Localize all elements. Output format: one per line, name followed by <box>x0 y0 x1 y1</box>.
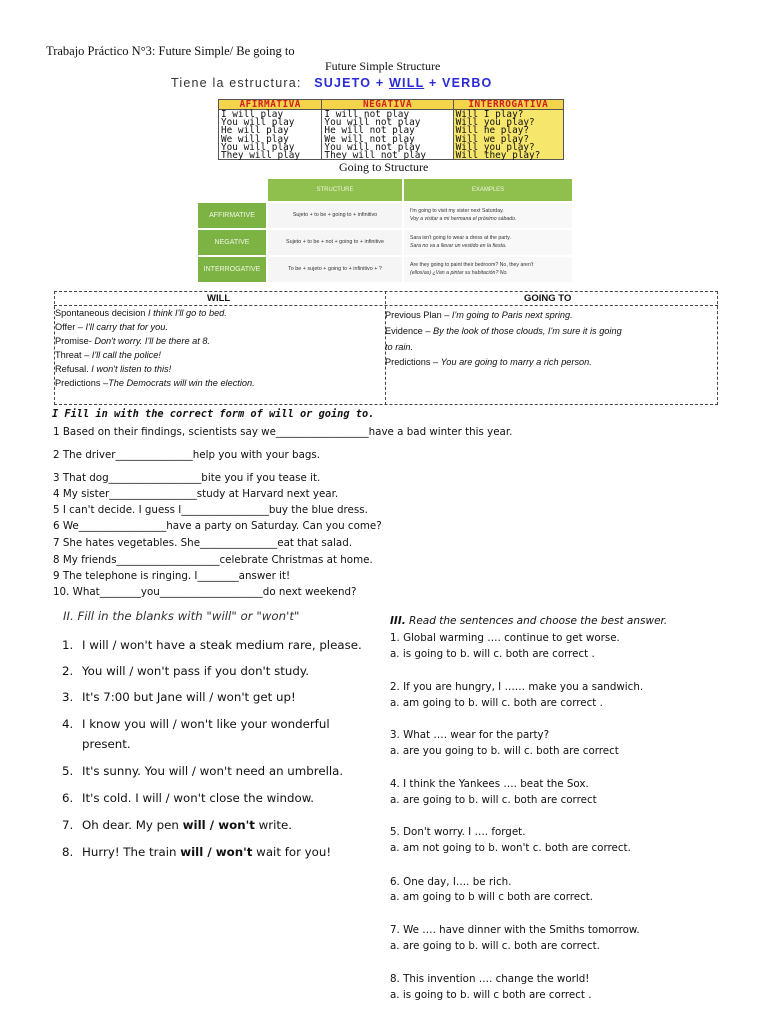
going-structure-header: STRUCTURE <box>268 179 402 201</box>
going-item: Evidence – By the look of those clouds, I'm sure it is going <box>385 326 622 336</box>
header-interrogativa: INTERROGATIVA <box>453 100 563 110</box>
exercise2-item: 5. It's sunny. You will / won't need an umbrella. <box>62 764 344 778</box>
formula-part: SUJETO + WILL + VERBO <box>314 76 493 90</box>
exercise2-item: 3. It's 7:00 but Jane will / won't get up! <box>62 690 296 704</box>
exercise1-item: 5 I can't decide. I guess I_________________buy the blue dress. <box>53 504 368 516</box>
exercise1-title: I Fill in with the correct form of will or going to. <box>52 408 375 420</box>
exercise2-item: 7. Oh dear. My pen will / won't write. <box>62 818 293 832</box>
future-simple-table <box>218 99 564 160</box>
tiene-label: Tiene la estructura: <box>171 76 302 90</box>
will-item: Spontaneous decision I think I'll go to bed. <box>55 308 227 318</box>
exercise1-item: 7 She hates vegetables. She_______________eat that salad. <box>53 537 353 549</box>
exercise2-item: 1. I will / won't have a steak medium rare, please. <box>62 638 362 652</box>
exercise2-item: 8. Hurry! The train will / won't wait for you! <box>62 845 332 859</box>
header-afirmativa: AFIRMATIVA <box>219 100 322 110</box>
exercise2-item: present. <box>82 737 131 751</box>
header-negativa: NEGATIVA <box>322 100 453 110</box>
will-item: Promise- Don't worry. I'll be there at 8. <box>55 336 210 346</box>
exercise2-item: 4. I know you will / won't like your wonderful <box>62 717 330 731</box>
exercise1-item: 8 My friends____________________celebrate Christmas at home. <box>53 554 373 566</box>
going-heading: Going to Structure <box>339 160 429 174</box>
will-item: Refusal. I won't listen to this! <box>55 364 172 374</box>
exercise3-title: III. Read the sentences and choose the best answer. <box>390 615 668 627</box>
going-item: to rain. <box>385 342 414 352</box>
going-item: Predictions – You are going to marry a rich person. <box>385 357 592 367</box>
exercise2-title: II. Fill in the blanks with "will" or "won't" <box>63 609 300 623</box>
future-heading: Future Simple Structure <box>325 59 441 73</box>
exercise1-item: 9 The telephone is ringing. I________answer it! <box>53 570 291 582</box>
page-title: Trabajo Práctico N°3: Future Simple/ Be going to <box>46 44 295 58</box>
exercise1-item: 4 My sister_________________study at Harvard next year. <box>53 488 339 500</box>
going-examples-header: EXAMPLES <box>404 179 572 201</box>
structure-formula <box>171 76 493 90</box>
will-header: WILL <box>207 293 231 304</box>
interrogativa-column: Will I play? Will you play? Will he play? Will we play? Will you play? Will they play? <box>453 110 563 160</box>
afirmativa-column: I will play You will play He will play We will play You will play They will play <box>219 110 322 160</box>
negativa-column: I will not play You will not play He will not play We will not play You will not play They will not play <box>322 110 453 160</box>
exercise1-item: 1 Based on their findings, scientists say we__________________have a bad winter this year. <box>53 426 513 438</box>
exercise2-item: 2. You will / won't pass if you don't study. <box>62 664 309 678</box>
will-item: Predictions –The Democrats will win the election. <box>55 378 255 388</box>
will-item: Threat – I'll call the police! <box>55 350 161 360</box>
exercise1-item: 10. What________you____________________do next weekend? <box>53 586 357 598</box>
going-to-header: GOING TO <box>524 293 572 304</box>
exercise2-item: 6. It's cold. I will / won't close the window. <box>62 791 315 805</box>
going-item: Previous Plan – I'm going to Paris next spring. <box>385 310 573 320</box>
exercise1-item: 2 The driver_______________help you with your bags. <box>53 449 321 461</box>
exercise1-item: 3 That dog__________________bite you if you tease it. <box>53 472 321 484</box>
exercise1-item: 6 We_________________have a party on Saturday. Can you come? <box>53 520 382 532</box>
will-item: Offer – I'll carry that for you. <box>55 322 168 332</box>
